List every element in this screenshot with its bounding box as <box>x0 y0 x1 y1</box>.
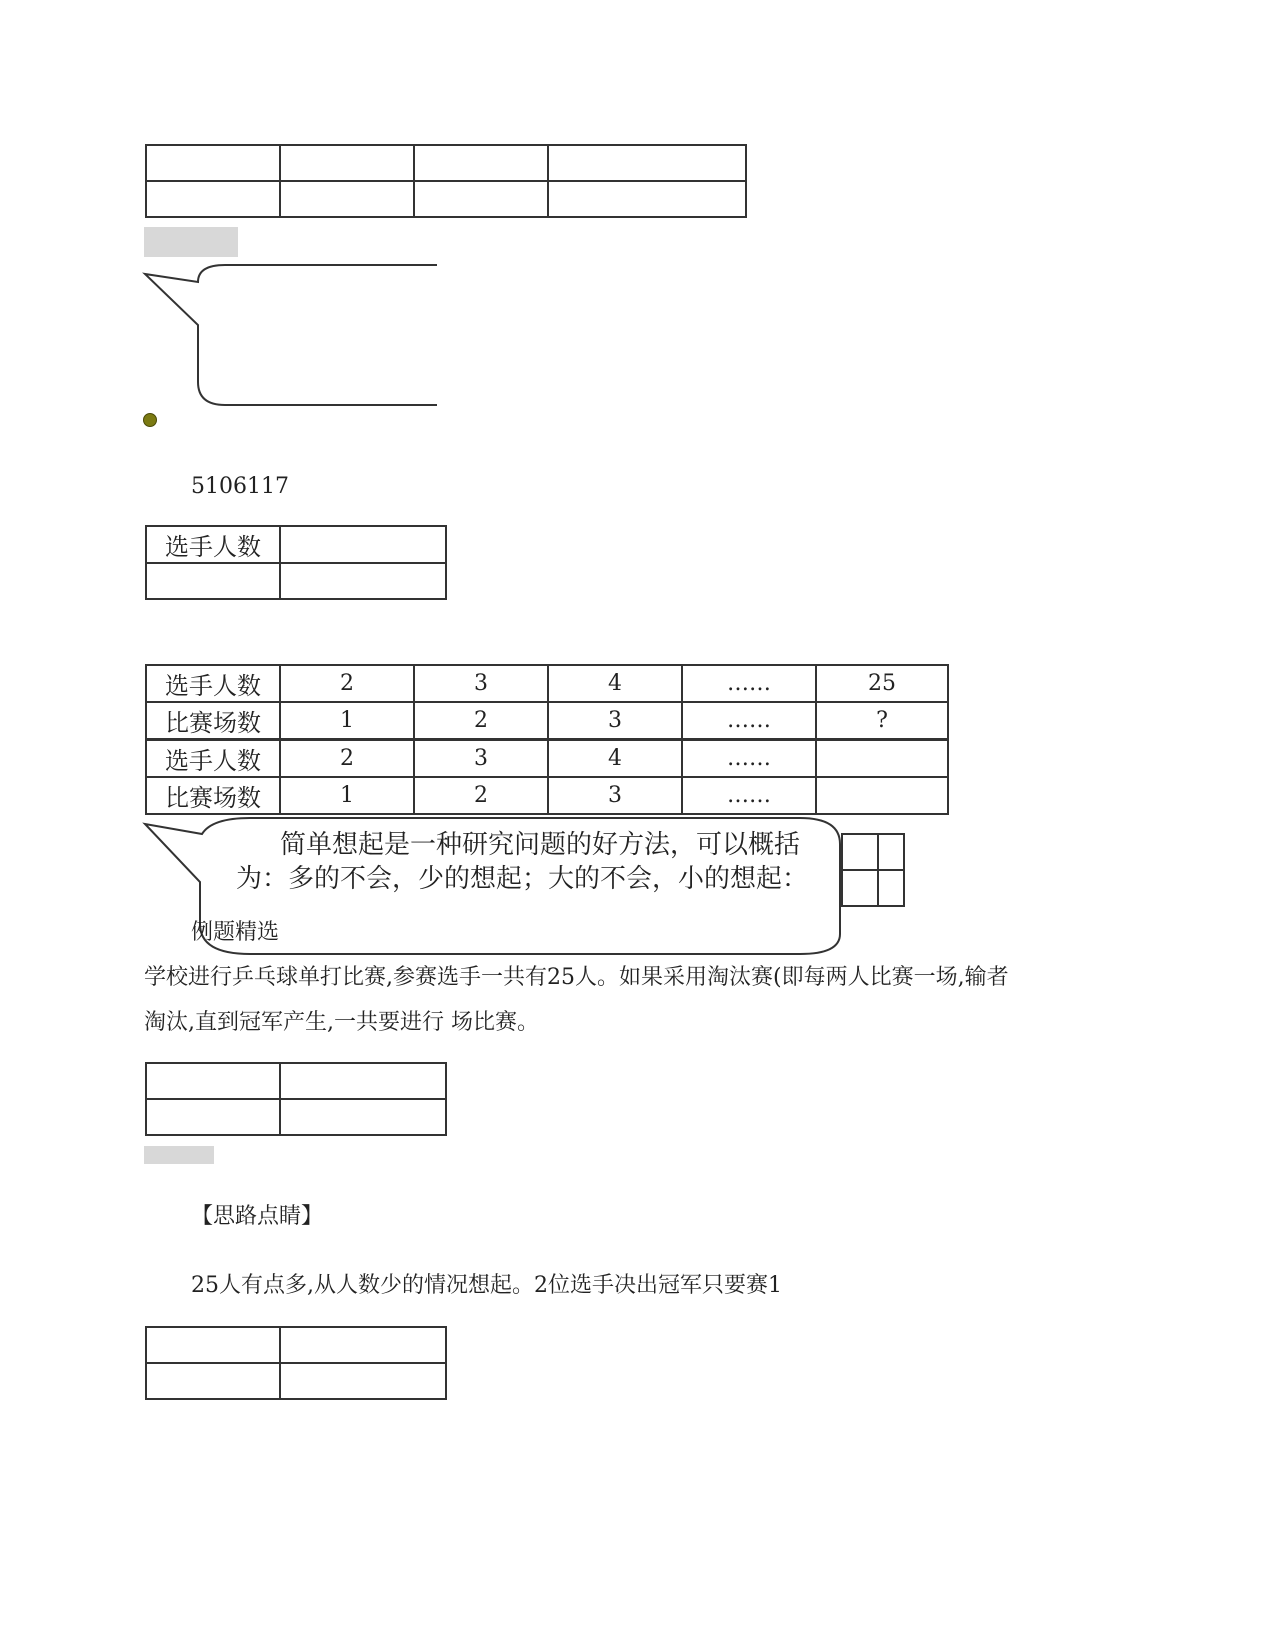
table-cell: 2 <box>414 777 548 814</box>
hint-text: 25人有点多,从人数少的情况想起。2位选手决出冠军只要赛1 <box>191 1273 782 1298</box>
table-row-label: 选手人数 <box>146 740 280 777</box>
table-row-label: 选手人数 <box>146 665 280 702</box>
table-row <box>146 740 948 777</box>
bubble-line-1: 简单想起是一种研究问题的好方法，可以概括 <box>280 830 801 860</box>
table-cell: 2 <box>280 740 414 777</box>
speech-bubble-outline <box>140 260 440 415</box>
bottom-partial-table <box>145 1326 226 1392</box>
table-row-label: 比赛场数 <box>146 777 280 814</box>
table-cell: …… <box>682 665 816 702</box>
table-row-label: 比赛场数 <box>146 702 280 739</box>
table-row <box>146 702 948 739</box>
table-cell: 4 <box>548 665 682 702</box>
table-cell: 1 <box>280 777 414 814</box>
problem-line-2: 淘汰,直到冠军产生,一共要进行 场比赛。 <box>144 1010 539 1035</box>
tip-speech-bubble <box>140 814 910 894</box>
small-partial-table <box>145 1062 214 1137</box>
bubble-line-2: 为：多的不会，少的想起；大的不会，小的想起： <box>236 864 809 894</box>
players-matches-table-copy <box>145 739 840 814</box>
gray-placeholder-bar <box>144 227 238 257</box>
table-cell: 25 <box>816 665 948 702</box>
table-cell: …… <box>682 777 816 814</box>
table-cell: 3 <box>414 740 548 777</box>
code-number: 5106117 <box>191 474 289 499</box>
problem-line-1: 学校进行乒乓球单打比赛,参赛选手一共有25人。如果采用淘汰赛(即每两人比赛一场,输者 <box>144 965 1009 990</box>
section-title: 例题精选 <box>191 920 280 945</box>
table-cell: …… <box>682 740 816 777</box>
table-cell: 3 <box>414 665 548 702</box>
top-partial-table <box>145 144 437 219</box>
table-cell: 2 <box>280 665 414 702</box>
players-matches-table <box>145 664 949 740</box>
table-row <box>146 777 948 814</box>
table-row <box>146 665 948 702</box>
table-cell: 2 <box>414 702 548 739</box>
bullet-dot <box>143 413 157 427</box>
table-row-label: 选手人数 <box>146 526 280 563</box>
partial-table-fragment <box>145 525 261 571</box>
gray-placeholder-bar-2 <box>144 1146 214 1164</box>
table-cell: 1 <box>280 702 414 739</box>
table-cell: 3 <box>548 702 682 739</box>
hint-title: 【思路点睛】 <box>191 1204 324 1229</box>
table-cell: 3 <box>548 777 682 814</box>
table-cell: …… <box>682 702 816 739</box>
table-cell: ? <box>816 702 948 739</box>
table-cell: 4 <box>548 740 682 777</box>
